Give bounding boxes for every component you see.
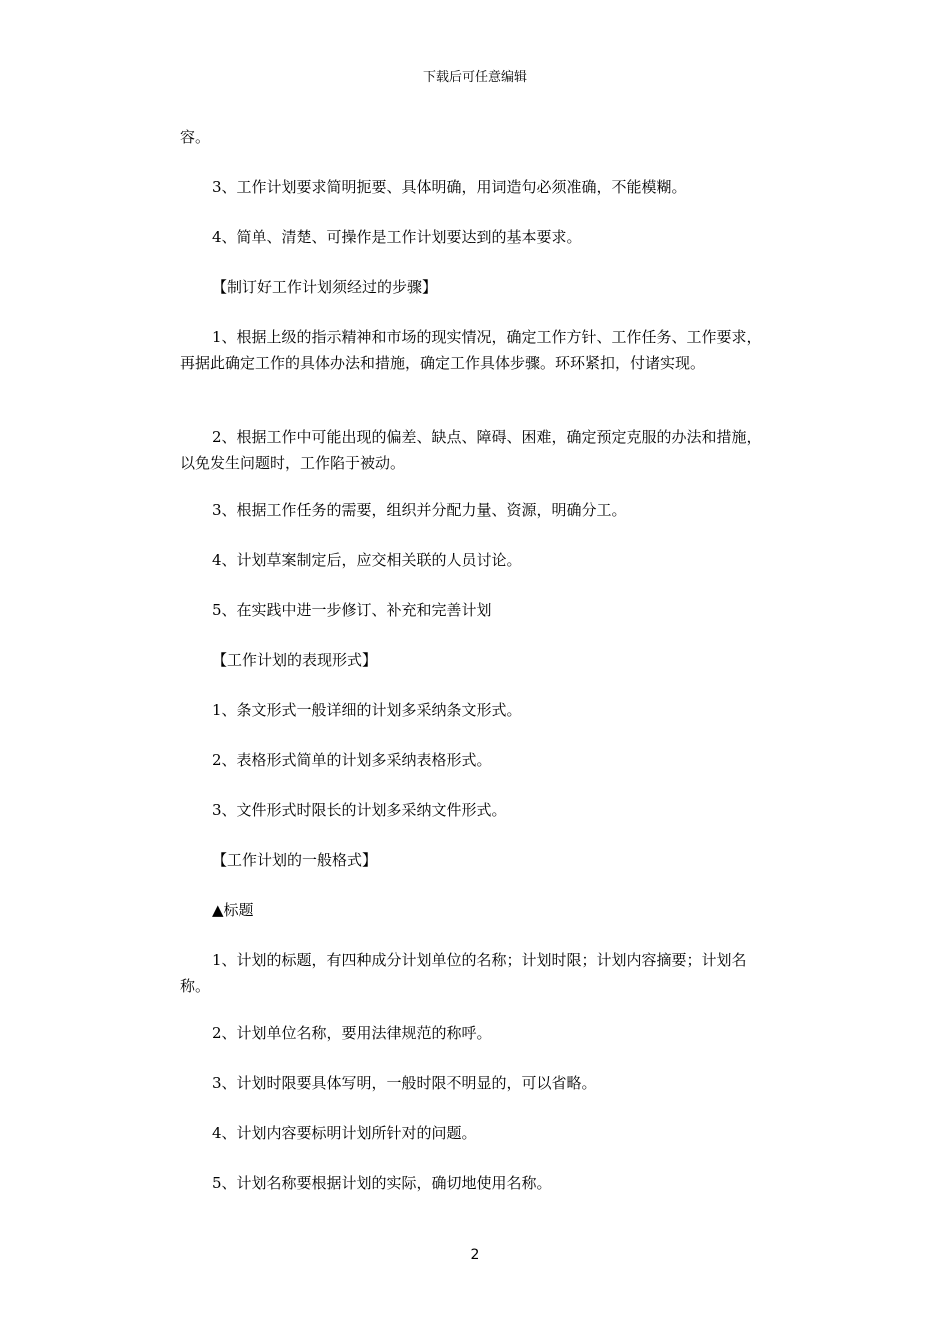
paragraph-title-2: 2、计划单位名称，要用法律规范的称呼。 (212, 1024, 492, 1042)
paragraph-requirement-4: 4、简单、清楚、可操作是工作计划要达到的基本要求。 (212, 228, 582, 246)
section-heading-steps: 【制订好工作计划须经过的步骤】 (212, 278, 438, 296)
paragraph-title-3: 3、计划时限要具体写明，一般时限不明显的，可以省略。 (212, 1074, 597, 1092)
paragraph-step-2: 2、根据工作中可能出现的偏差、缺点、障碍、困难，确定预定克服的办法和措施，以免发生问题时，工作陷于被动。 (180, 428, 762, 472)
paragraph-form-2: 2、表格形式简单的计划多采纳表格形式。 (212, 751, 492, 769)
section-heading-format: 【工作计划的一般格式】 (212, 851, 378, 869)
paragraph-title-1: 1、计划的标题，有四种成分计划单位的名称；计划时限；计划内容摘要；计划名称。 (180, 951, 747, 995)
paragraph-form-3: 3、文件形式时限长的计划多采纳文件形式。 (212, 801, 507, 819)
page-header: 下载后可任意编辑 (422, 70, 527, 85)
section-heading-forms: 【工作计划的表现形式】 (212, 651, 378, 669)
paragraph-step-5: 5、在实践中进一步修订、补充和完善计划 (212, 601, 492, 619)
paragraph-form-1: 1、条文形式一般详细的计划多采纳条文形式。 (212, 701, 522, 719)
subheading-title: ▲标题 (212, 901, 254, 919)
paragraph-title-5: 5、计划名称要根据计划的实际，确切地使用名称。 (212, 1174, 552, 1192)
paragraph-step-3: 3、根据工作任务的需要，组织并分配力量、资源，明确分工。 (212, 501, 627, 519)
paragraph-title-4: 4、计划内容要标明计划所针对的问题。 (212, 1124, 477, 1142)
page-number: 2 (470, 1247, 480, 1263)
paragraph-continuation: 容。 (180, 128, 211, 146)
paragraph-requirement-3: 3、工作计划要求简明扼要、具体明确，用词造句必须准确，不能模糊。 (212, 178, 687, 196)
paragraph-step-4: 4、计划草案制定后，应交相关联的人员讨论。 (212, 551, 522, 569)
paragraph-step-1: 1、根据上级的指示精神和市场的现实情况，确定工作方针、工作任务、工作要求，再据此确定工作的具体办法和措施，确定工作具体步骤。环环紧扣，付诸实现。 (180, 328, 762, 372)
